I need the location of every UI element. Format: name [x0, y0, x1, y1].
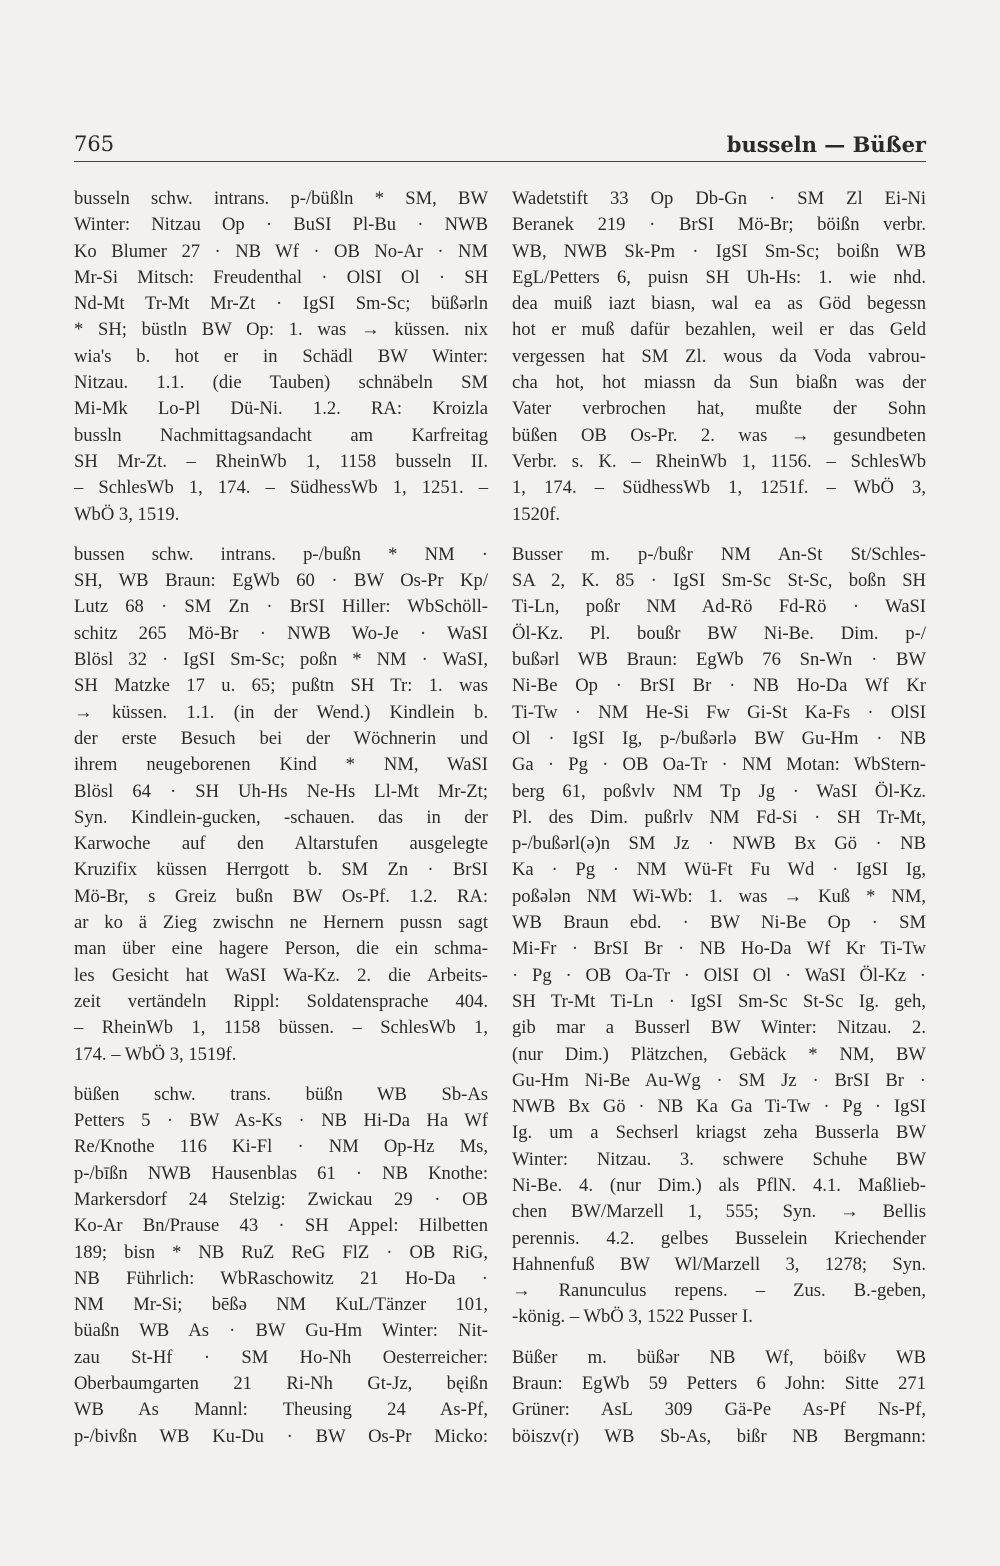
text-line: p-/bußərl(ə)n SM Jz · NWB Bx Gö · NB	[512, 833, 926, 855]
text-line: gib mar a Busserl BW Winter: Nitzau. 2.	[512, 1017, 926, 1039]
text-line: Mr-Si Mitsch: Freudenthal · OlSI Ol · SH	[74, 266, 488, 288]
text-line: bussln Nachmittagsandacht am Karfreitag	[74, 424, 488, 446]
text-line: Nd-Mt Tr-Mt Mr-Zt · IgSI Sm-Sc; büßərln	[74, 293, 488, 315]
text-line: (nur Dim.) Plätzchen, Gebäck * NM, BW	[512, 1043, 926, 1065]
text-line: berg 61, poßvlv NM Tp Jg · WaSI Öl-Kz.	[512, 780, 926, 802]
right-column	[512, 186, 926, 1464]
text-line: EgL/Petters 6, puisn SH Uh-Hs: 1. wie nhd.	[512, 266, 926, 288]
text-line: busseln schw. intrans. p-/büßln * SM, BW	[74, 188, 488, 209]
text-line: SH Matzke 17 u. 65; pußtn SH Tr: 1. was	[74, 675, 488, 697]
text-line: → Ranunculus repens. – Zus. B.-geben,	[512, 1280, 926, 1302]
text-line: Karwoche auf den Altarstufen ausgelegte	[74, 833, 488, 855]
entry-buessen-continued	[512, 186, 926, 528]
text-line: NWB Bx Gö · NB Ka Ga Ti-Tw · Pg · IgSI	[512, 1096, 926, 1118]
text-line: Braun: EgWb 59 Petters 6 John: Sitte 271	[512, 1373, 926, 1395]
text-line: Gu-Hm Ni-Be Au-Wg · SM Jz · BrSI Br ·	[512, 1069, 926, 1091]
text-line: Re/Knothe 116 Ki-Fl · NM Op-Hz Ms,	[74, 1136, 488, 1158]
text-line: Ti-Tw · NM He-Si Fw Gi-St Ka-Fs · OlSI	[512, 701, 926, 723]
text-line: WB, NWB Sk-Pm · IgSI Sm-Sc; boißn WB	[512, 240, 926, 262]
text-line: Ti-Ln, poßr NM Ad-Rö Fd-Rö · WaSI	[512, 596, 926, 618]
page-number: 765	[74, 132, 115, 156]
text-line: Markersdorf 24 Stelzig: Zwickau 29 · OB	[74, 1188, 488, 1210]
header-rule	[74, 161, 926, 162]
text-line: Ig. um a Sechserl kriagst zeha Busserla BW	[512, 1122, 926, 1144]
text-line: SH, WB Braun: EgWb 60 · BW Os-Pr Kp/	[74, 570, 488, 592]
text-line: – RheinWb 1, 1158 büssen. – SchlesWb 1,	[74, 1017, 488, 1039]
running-head-title: busseln — Büßer	[726, 132, 926, 157]
text-line: Busser m. p-/bußr NM An-St St/Schles-	[512, 543, 926, 565]
text-line: Ga · Pg · OB Oa-Tr · NM Motan: WbStern-	[512, 754, 926, 776]
text-line: 174. – WbÖ 3, 1519f.	[74, 1043, 237, 1065]
text-line: p-/bīßn NWB Hausenblas 61 · NB Knothe:	[74, 1162, 488, 1184]
text-line: ar ko ä Zieg zwischn ne Hernern pussn sagt	[74, 912, 488, 934]
text-line: → küssen. 1.1. (in der Wend.) Kindlein b.	[74, 701, 488, 723]
text-line: Mi-Mk Lo-Pl Dü-Ni. 1.2. RA: Kroizla	[74, 398, 488, 420]
text-line: chen BW/Marzell 1, 555; Syn. → Bellis	[512, 1201, 926, 1223]
text-line: böiszv(r) WB Sb-As, bißr NB Bergmann:	[512, 1425, 926, 1447]
text-line: cha hot, hot miassn da Sun biaßn was der	[512, 372, 926, 394]
text-line: Winter: Nitzau. 3. schwere Schuhe BW	[512, 1148, 926, 1170]
text-line: Ni-Be Op · BrSI Br · NB Ho-Da Wf Kr	[512, 675, 926, 697]
text-line: Petters 5 · BW As-Ks · NB Hi-Da Ha Wf	[74, 1110, 488, 1132]
text-line: 189; bisn * NB RuZ ReG FlZ · OB RiG,	[74, 1241, 488, 1263]
text-line: Nitzau. 1.1. (die Tauben) schnäbeln SM	[74, 372, 488, 394]
text-line: p-/bivßn WB Ku-Du · BW Os-Pr Micko:	[74, 1425, 488, 1447]
text-line: NM Mr-Si; bēßə NM KuL/Tänzer 101,	[74, 1294, 488, 1316]
text-line: zeit vertändeln Rippl: Soldatensprache 404.	[74, 990, 488, 1012]
text-line: vergessen hat SM Zl. wous da Voda vabrou-	[512, 345, 926, 367]
text-line: Mö-Br, s Greiz bußn BW Os-Pf. 1.2. RA:	[74, 885, 488, 907]
text-line: perennis. 4.2. gelbes Busselein Kriechender	[512, 1227, 926, 1249]
text-line: zau St-Hf · SM Ho-Nh Oesterreicher:	[74, 1346, 488, 1368]
text-line: Mi-Fr · BrSI Br · NB Ho-Da Wf Kr Ti-Tw	[512, 938, 926, 960]
text-line: SH Tr-Mt Ti-Ln · IgSI Sm-Sc St-Sc Ig. geh,	[512, 990, 926, 1012]
entry-busser	[512, 542, 926, 1331]
text-line: NB Führlich: WbRaschowitz 21 Ho-Da ·	[74, 1267, 488, 1289]
text-line: poßələn NM Wi-Wb: 1. was → Kuß * NM,	[512, 885, 926, 907]
text-line: büßen schw. trans. büßn WB Sb-As	[74, 1083, 488, 1105]
text-line: * SH; büstln BW Op: 1. was → küssen. nix	[74, 319, 488, 341]
text-line: Öl-Kz. Pl. boußr BW Ni-Be. Dim. p-/	[512, 622, 926, 644]
text-line: man über eine hagere Person, die ein schma-	[74, 938, 488, 960]
text-line: WB As Mannl: Theusing 24 As-Pf,	[74, 1399, 488, 1421]
text-line: WB Braun ebd. · BW Ni-Be Op · SM	[512, 912, 926, 934]
text-line: 1, 174. – SüdhessWb 1, 1251f. – WbÖ 3,	[512, 477, 926, 499]
text-line: Kruzifix küssen Herrgott b. SM Zn · BrSI	[74, 859, 488, 881]
text-line: der erste Besuch bei der Wöchnerin und	[74, 727, 488, 749]
text-line: Syn. Kindlein-gucken, -schauen. das in der	[74, 806, 488, 828]
text-line: ihrem neugeborenen Kind * NM, WaSI	[74, 754, 488, 776]
text-line: -könig. – WbÖ 3, 1522 Pusser I.	[512, 1306, 753, 1328]
entry-buesser	[512, 1345, 926, 1450]
text-line: Hahnenfuß BW Wl/Marzell 3, 1278; Syn.	[512, 1253, 926, 1275]
entry-bussen	[74, 542, 488, 1068]
text-line: Büßer m. büßər NB Wf, böißv WB	[512, 1346, 926, 1368]
text-line: Grüner: AsL 309 Gä-Pe As-Pf Ns-Pf,	[512, 1399, 926, 1421]
text-line: Winter: Nitzau Op · BuSI Pl-Bu · NWB	[74, 214, 488, 236]
text-line: dea muiß iazt biasn, wal ea as Göd begessn	[512, 293, 926, 315]
text-line: les Gesicht hat WaSI Wa-Kz. 2. die Arbeits-	[74, 964, 488, 986]
text-line: Verbr. s. K. – RheinWb 1, 1156. – SchlesWb	[512, 450, 926, 472]
text-line: Vater verbrochen hat, mußte der Sohn	[512, 398, 926, 420]
text-line: bußərl WB Braun: EgWb 76 Sn-Wn · BW	[512, 649, 926, 671]
text-line: Ko-Ar Bn/Prause 43 · SH Appel: Hilbetten	[74, 1215, 488, 1237]
entry-busseln	[74, 186, 488, 528]
left-column	[74, 186, 488, 1464]
text-line: büßen OB Os-Pr. 2. was → gesundbeten	[512, 424, 926, 446]
text-line: Lutz 68 · SM Zn · BrSI Hiller: WbSchöll-	[74, 596, 488, 618]
text-line: Ko Blumer 27 · NB Wf · OB No-Ar · NM	[74, 240, 488, 262]
text-line: wia's b. hot er in Schädl BW Winter:	[74, 345, 488, 367]
entry-buessen	[74, 1082, 488, 1450]
text-line: Ka · Pg · NM Wü-Ft Fu Wd · IgSI Ig,	[512, 859, 926, 881]
text-line: Beranek 219 · BrSI Mö-Br; böißn verbr.	[512, 214, 926, 236]
text-line: Oberbaumgarten 21 Ri-Nh Gt-Jz, bęißn	[74, 1373, 488, 1395]
text-line: Blösl 32 · IgSI Sm-Sc; poßn * NM · WaSI,	[74, 649, 488, 671]
text-line: Blösl 64 · SH Uh-Hs Ne-Hs Ll-Mt Mr-Zt;	[74, 780, 488, 802]
text-line: hot er muß dafür bezahlen, weil er das Geld	[512, 319, 926, 341]
text-line: bussen schw. intrans. p-/bußn * NM ·	[74, 543, 488, 565]
text-line: 1520f.	[512, 503, 561, 525]
text-line: Ni-Be. 4. (nur Dim.) als PflN. 4.1. Maßlieb-	[512, 1174, 926, 1196]
text-line: Pl. des Dim. pußrlv NM Fd-Si · SH Tr-Mt,	[512, 806, 926, 828]
text-line: büaßn WB As · BW Gu-Hm Winter: Nit-	[74, 1320, 488, 1342]
text-line: – SchlesWb 1, 174. – SüdhessWb 1, 1251. –	[74, 477, 488, 499]
text-line: Ol · IgSI Ig, p-/bußərlə BW Gu-Hm · NB	[512, 727, 926, 749]
text-line: SA 2, K. 85 · IgSI Sm-Sc St-Sc, boßn SH	[512, 570, 926, 592]
text-line: WbÖ 3, 1519.	[74, 503, 180, 525]
running-head	[74, 128, 926, 162]
text-line: schitz 265 Mö-Br · NWB Wo-Je · WaSI	[74, 622, 488, 644]
text-line: SH Mr-Zt. – RheinWb 1, 1158 busseln II.	[74, 450, 488, 472]
text-line: · Pg · OB Oa-Tr · OlSI Ol · WaSI Öl-Kz ·	[512, 964, 926, 986]
text-line: Wadetstift 33 Op Db-Gn · SM Zl Ei-Ni	[512, 188, 926, 209]
